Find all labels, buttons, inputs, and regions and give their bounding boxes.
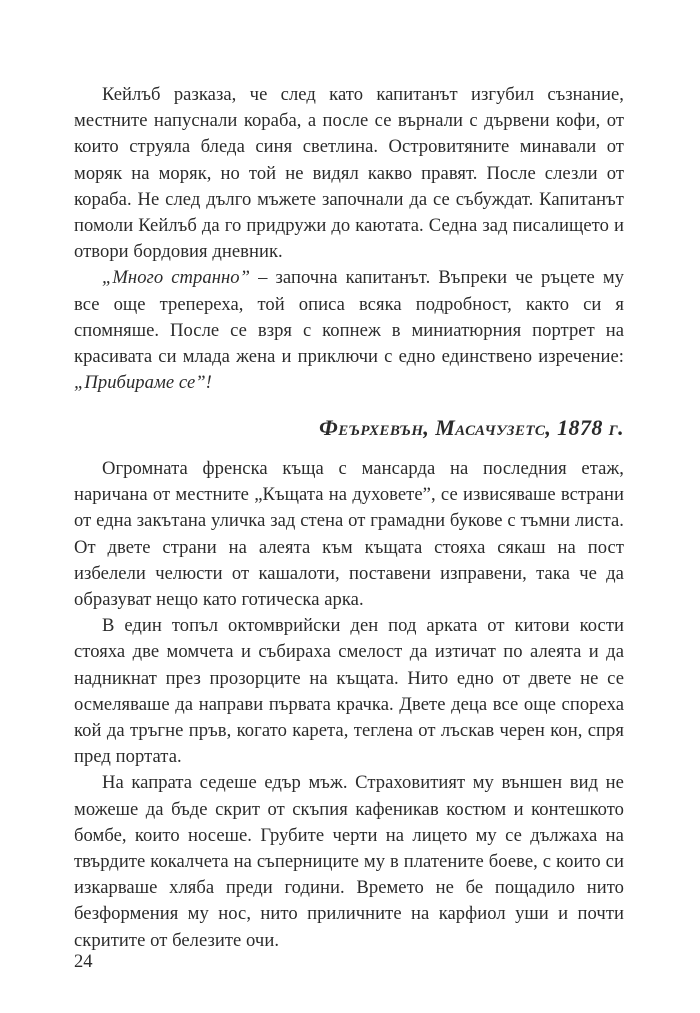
paragraph: [74, 613, 624, 770]
paragraph-text: – започна капитанът. Въпреки че ръцете му все още трепереха, той описа всяка подробност, както си я спомняше. После се взря с копнеж в миниатюрния портрет на красивата си млада жена и приключи с едно единствено изречение:: [74, 267, 624, 368]
paragraph: [74, 770, 624, 953]
italic-quote: „Прибираме се”!: [74, 372, 212, 394]
paragraph-text: На капрата седеше едър мъж. Страховитият му външен вид не можеше да бъде скрит от скъпия кафеникав костюм и контешкото бомбе, които носеше. Грубите черти на лицето му се дължаха на твърдите кокалчета на съперниците му в платените боеве, с които си изкарваше хляба преди години. Времето не бе пощадило нито безформения му нос, нито приличните на карфиол уши и почти скритите от белезите очи.: [74, 772, 624, 951]
page-number: 24: [74, 951, 93, 972]
paragraph-text: Кейлъб разказа, че след като капитанът изгубил съзнание, местните напуснали кораба, а после се върнали с дървени кофи, от които струяла бледа синя светлина. Островитяните минавали от моряк на моряк, но той не видял какво правят. После слезли от кораба. Не след дълго мъжете започнали да се събуждат. Капитанът помоли Кейлъб да го придружи до каютата. Седна зад писалището и отвори бордовия дневник.: [74, 84, 624, 263]
italic-quote: „Много странно”: [102, 267, 251, 289]
paragraph: [74, 82, 624, 265]
section-2-text: [74, 456, 624, 954]
paragraph: [74, 265, 624, 396]
paragraph-text: Огромната френска къща с мансарда на последния етаж, наричана от местните „Къщата на духовете”, се извисяваше встрани от една закътана уличка зад стена от грамадни букове с тъмни листа. От двете страни на алеята към къщата стояха сякаш на пост избелели челюсти от кашалоти, поставени изправени, така че да образуват нещо като готическа арка.: [74, 458, 624, 611]
paragraph: [74, 456, 624, 613]
section-1-text: [74, 82, 624, 396]
paragraph-text: В един топъл октомврийски ден под арката от китови кости стояха две момчета и събираха смелост да изтичат по алеята и да надникнат през прозорците на къщата. Нито едно от двете не се осмеляваше да направи първата крачка. Двете деца все още спореха кой да тръгне пръв, когато карета, теглена от лъскав черен кон, спря пред портата.: [74, 615, 624, 768]
section-heading: Феърхевън, Масачузетс, 1878 г.: [319, 415, 624, 440]
